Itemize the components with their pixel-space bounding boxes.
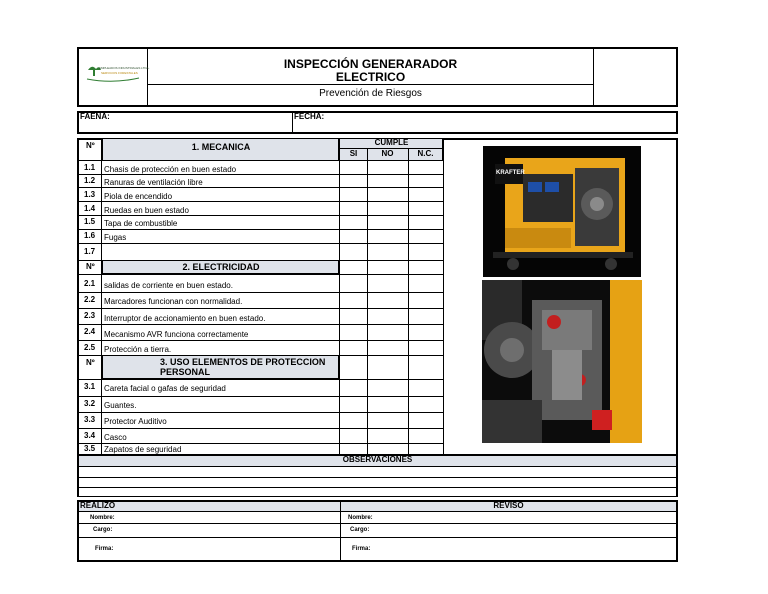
item-3-2-text: Guantes. (104, 401, 137, 410)
item-2-4-text: Mecanismo AVR funciona correctamente (104, 330, 249, 339)
num-header-2: Nº (86, 262, 95, 271)
item-1-5-text: Tapa de combustible (104, 219, 178, 228)
item-1-2-num: 1.2 (84, 176, 96, 185)
reviso-nombre-label: Nombre: (348, 515, 373, 521)
item-2-4-num: 2.4 (84, 327, 96, 336)
item-3-3-num: 3.3 (84, 415, 96, 424)
item-1-3-num: 1.3 (84, 190, 96, 199)
item-3-4-text: Casco (104, 433, 127, 442)
item-1-2-text: Ranuras de ventilación libre (104, 178, 203, 187)
item-2-1-text: salidas de corriente en buen estado. (104, 281, 233, 290)
item-2-2-num: 2.2 (84, 295, 96, 304)
item-3-4-num: 3.4 (84, 431, 96, 440)
item-3-2-num: 3.2 (84, 399, 96, 408)
reviso-label: REVISO (493, 501, 524, 510)
realizo-nombre-label: Nombre: (90, 515, 115, 521)
section-3-title-line1: 3. USO ELEMENTOS DE PROTECCION (160, 357, 326, 367)
logo-text-2: SERVICIOS FORESTALES (101, 71, 138, 75)
section-3-title-line2: PERSONAL (160, 367, 211, 377)
item-1-7-num: 1.7 (84, 247, 96, 256)
company-logo (83, 60, 150, 84)
item-1-1-text: Chasis de protección en buen estado (104, 165, 237, 174)
cumple-label: CUMPLE (374, 138, 409, 147)
item-2-1-num: 2.1 (84, 279, 96, 288)
item-1-3-text: Piola de encendido (104, 192, 173, 201)
num-header-1: Nº (86, 141, 95, 150)
item-1-6-num: 1.6 (84, 231, 96, 240)
faena-label: FAENA: (80, 112, 110, 121)
item-3-5-num: 3.5 (84, 444, 96, 453)
realizo-label: REALIZO (80, 501, 116, 510)
item-1-4-text: Ruedas en buen estado (104, 206, 189, 215)
page-title-line1: INSPECCIÓN GENERARADOR (283, 57, 458, 71)
page-subtitle: Prevención de Riesgos (319, 88, 422, 99)
num-header-3: Nº (86, 358, 95, 367)
item-2-5-num: 2.5 (84, 343, 96, 352)
item-2-3-text: Interruptor de accionamiento en buen estado. (104, 314, 266, 323)
item-3-3-text: Protector Auditivo (104, 417, 167, 426)
reviso-firma-label: Firma: (352, 546, 371, 552)
item-2-5-text: Protección a tierra. (104, 345, 172, 354)
nc-label: N.C. (417, 149, 434, 158)
item-1-5-num: 1.5 (84, 217, 96, 226)
no-label: NO (381, 149, 394, 158)
item-3-5-text: Zapatos de seguridad (104, 445, 182, 454)
observaciones-title: OBSERVACIONES (342, 455, 413, 464)
item-3-1-num: 3.1 (84, 382, 96, 391)
section-2-title: 2. ELECTRICIDAD (182, 262, 260, 272)
logo-text-1: EMPLEADOS INDUSTRIALES LTDA. (99, 66, 150, 70)
item-1-4-num: 1.4 (84, 204, 96, 213)
photo-brand-label: KRAFTER (496, 170, 525, 176)
faena-fecha-row (77, 111, 678, 134)
realizo-cargo-label: Cargo: (93, 527, 113, 533)
item-3-1-text: Careta facial o gafas de seguridad (104, 384, 226, 393)
reviso-cargo-label: Cargo: (350, 527, 370, 533)
item-2-3-num: 2.3 (84, 311, 96, 320)
generator-photo-detail (482, 280, 642, 443)
item-1-6-text: Fugas (104, 233, 127, 242)
page-title-line2: ELECTRICO (335, 70, 406, 84)
realizo-firma-label: Firma: (95, 546, 114, 552)
generator-photo-front (483, 146, 641, 277)
section-1-title: 1. MECANICA (191, 142, 251, 152)
item-2-2-text: Marcadores funcionan con normalidad. (104, 297, 243, 306)
si-label: SI (349, 149, 358, 158)
fecha-label: FECHA: (294, 112, 325, 121)
item-1-1-num: 1.1 (84, 163, 96, 172)
